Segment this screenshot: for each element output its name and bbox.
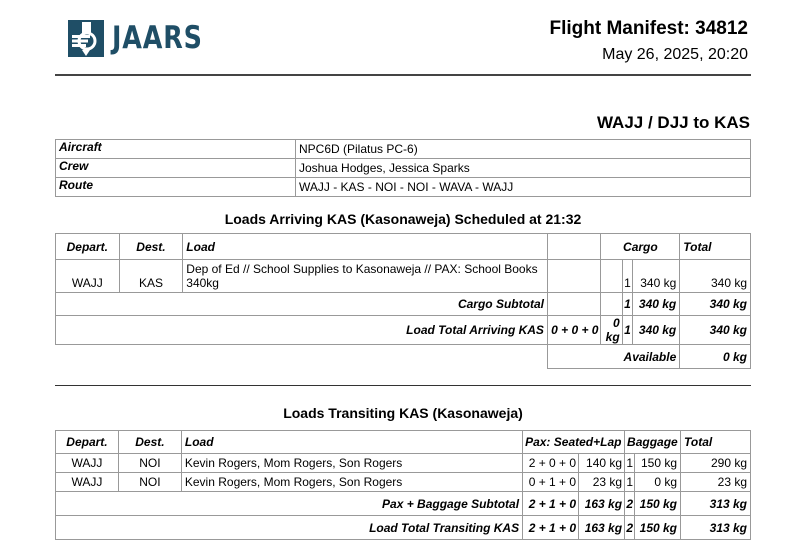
load-total-pax: 2 + 1 + 0	[523, 516, 579, 540]
dest-header: Dest.	[119, 234, 183, 260]
load-weight-note: 340kg	[186, 276, 219, 290]
transiting-section-title: Loads Transiting KAS (Kasonaweja)	[283, 405, 523, 421]
load-total-transiting-row	[56, 516, 751, 540]
depart-cell: WAJJ	[56, 260, 120, 293]
dest-cell: NOI	[118, 454, 181, 473]
bag-kg-cell: 150 kg	[635, 454, 681, 473]
pax-kg-cell: 140 kg	[579, 454, 625, 473]
transiting-header-row	[56, 431, 751, 454]
logo-text: JAARS	[112, 20, 203, 56]
load-total-arriving-label: Load Total Arriving KAS	[56, 316, 548, 345]
arriving-section-title: Loads Arriving KAS (Kasonaweja) Scheduled at 21:32	[224, 211, 582, 227]
pax-cell: 2 + 0 + 0	[523, 454, 579, 473]
table-row	[56, 473, 751, 492]
route-label: Route	[56, 178, 296, 197]
bag-count-cell: 1	[625, 454, 635, 473]
load-total-total: 313 kg	[681, 516, 751, 540]
available-value: 0 kg	[680, 345, 751, 369]
total-cell: 340 kg	[680, 260, 751, 293]
cargo-subtotal-total: 340 kg	[680, 293, 751, 316]
subtotal-pax-kg: 163 kg	[579, 492, 625, 516]
depart-cell: WAJJ	[56, 454, 119, 473]
load-total-arriving-pax: 0 + 0 + 0	[547, 316, 601, 345]
bag-count-cell: 1	[625, 473, 635, 492]
baggage-header: Baggage	[625, 431, 681, 454]
pax-kg-cell: 23 kg	[579, 473, 625, 492]
load-total-bag-count: 2	[625, 516, 635, 540]
load-total-arriving-kg: 340 kg	[632, 316, 679, 345]
route-row	[56, 178, 751, 197]
bag-kg-cell: 0 kg	[635, 473, 681, 492]
pax-baggage-subtotal-label: Pax + Baggage Subtotal	[56, 492, 523, 516]
pax-baggage-subtotal-row	[56, 492, 751, 516]
header-divider	[55, 74, 751, 76]
load-total-arriving-pax-kg: 0 kg	[601, 316, 622, 345]
manifest-date: May 26, 2025, 20:20	[602, 46, 748, 63]
subtotal-bag-count: 2	[625, 492, 635, 516]
crew-label: Crew	[56, 159, 296, 178]
total-cell: 290 kg	[681, 454, 751, 473]
cargo-subtotal-count: 1	[622, 293, 632, 316]
transiting-loads-table	[55, 430, 751, 540]
route-title: WAJJ / DJJ to KAS	[596, 113, 750, 132]
load-cell	[183, 260, 548, 293]
depart-header: Depart.	[56, 234, 120, 260]
subtotal-pax: 2 + 1 + 0	[523, 492, 579, 516]
jaars-logo	[68, 19, 223, 57]
load-total-arriving-total: 340 kg	[680, 316, 751, 345]
aircraft-value: NPC6D (Pilatus PC-6)	[296, 140, 751, 159]
cargo-kg-cell: 340 kg	[632, 260, 679, 293]
arriving-header-row	[56, 234, 751, 260]
load-total-arriving-count: 1	[622, 316, 632, 345]
table-row	[56, 260, 751, 293]
load-header: Load	[183, 234, 548, 260]
arriving-loads-table	[55, 233, 751, 369]
load-total-transiting-label: Load Total Transiting KAS	[56, 516, 523, 540]
depart-cell: WAJJ	[56, 473, 119, 492]
dest-header: Dest.	[118, 431, 181, 454]
pax-cell: 0 + 1 + 0	[523, 473, 579, 492]
total-header: Total	[680, 234, 751, 260]
cargo-count-cell: 1	[622, 260, 632, 293]
aircraft-label: Aircraft	[56, 140, 296, 159]
total-cell: 23 kg	[681, 473, 751, 492]
load-description: Dep of Ed // School Supplies to Kasonaweja // PAX: School Books	[186, 262, 538, 276]
cargo-subtotal-kg: 340 kg	[632, 293, 679, 316]
total-header: Total	[681, 431, 751, 454]
dest-cell: NOI	[118, 473, 181, 492]
subtotal-total: 313 kg	[681, 492, 751, 516]
load-cell: Kevin Rogers, Mom Rogers, Son Rogers	[181, 473, 522, 492]
pax-header: Pax: Seated+Lap	[523, 431, 625, 454]
route-value: WAJJ - KAS - NOI - NOI - WAVA - WAJJ	[296, 178, 751, 197]
depart-header: Depart.	[56, 431, 119, 454]
load-header: Load	[181, 431, 522, 454]
cargo-header: Cargo	[601, 234, 680, 260]
aircraft-row	[56, 140, 751, 159]
available-label: Available	[547, 345, 679, 369]
section-divider	[55, 385, 751, 386]
flight-info-table	[55, 139, 751, 197]
dest-cell: KAS	[119, 260, 183, 293]
load-total-bag-kg: 150 kg	[635, 516, 681, 540]
available-row	[56, 345, 751, 369]
jaars-logo-icon	[68, 20, 104, 57]
manifest-title: Flight Manifest: 34812	[549, 18, 748, 39]
subtotal-bag-kg: 150 kg	[635, 492, 681, 516]
table-row	[56, 454, 751, 473]
load-total-pax-kg: 163 kg	[579, 516, 625, 540]
cargo-subtotal-label: Cargo Subtotal	[56, 293, 548, 316]
load-total-arriving-row	[56, 316, 751, 345]
crew-row	[56, 159, 751, 178]
cargo-subtotal-row	[56, 293, 751, 316]
load-cell: Kevin Rogers, Mom Rogers, Son Rogers	[181, 454, 522, 473]
crew-value: Joshua Hodges, Jessica Sparks	[296, 159, 751, 178]
